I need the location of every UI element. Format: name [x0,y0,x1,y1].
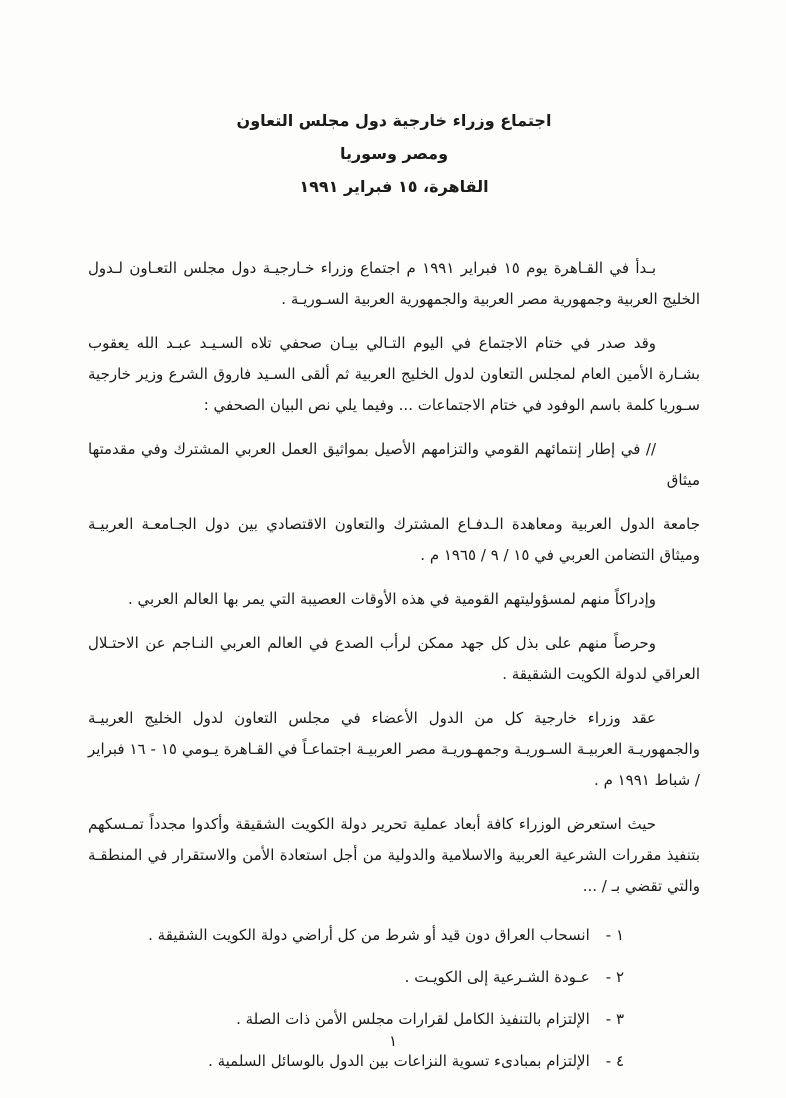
list-item-2-text: عـودة الشـرعية إلى الكويـت . [404,968,590,986]
list-item-3-text: الإلتزام بالتنفيذ الكامل لقرارات مجلس الأمن ذات الصلة . [236,1010,590,1028]
document-subtitle: ومصر وسوريا [339,144,449,163]
paragraph-concern: وحرصاً منهم على بذل كل جهد ممكن لرأب الصدع في العالم العربي النـاجم عن الاحتـلال العراقي لدولة الكويت الشقيقة . [88,634,700,683]
list-item-2 [88,962,624,993]
list-item-4-number: ٤ - [605,1052,624,1070]
list-item-1-number: ١ - [605,926,624,944]
document-header [88,104,700,203]
paragraph-opening: بـدأ في القـاهرة يوم ١٥ فبراير ١٩٩١ م اجتماع وزراء خـارجيـة دول مجلس التعـاون لـدول الخليج العربية وجمهورية مصر العربية والجمهورية العربية السـوريـة . [88,259,700,308]
list-item-1-text: انسحاب العراق دون قيد أو شرط من كل أراضي دولة الكويت الشقيقة . [148,926,590,944]
paragraph-charter-intro: // في إطار إنتمائهم القومي والتزامهم الأصيل بمواثيق العمل العربي المشترك وفي مقدمتها ميثاق [88,440,700,489]
paragraph-statement-intro: وقد صدر في ختام الاجتماع في اليوم التـالي بيـان صحفي تلاه السـيـد عبـد الله يعقوب بشـارة الأمين العام لمجلس التعاون لدول الخليج العربية ثم ألقى السـيد فاروق الشرع وزير خارجية سـوريا كلمة باسم الوفود في ختام الاجتماعات ... وفيما يلي نص البيان الصحفي : [88,334,700,414]
list-item-3-number: ٣ - [605,1010,624,1028]
list-item-4-text: الإلتزام بمبادىء تسوية النزاعات بين الدول بالوسائل السلمية . [208,1052,590,1070]
document-title: اجتماع وزراء خارجية دول مجلس التعاون [236,111,552,130]
paragraph-arab-league: جامعة الدول العربية ومعاهدة الـدفـاع المشترك والتعاون الاقتصادي بين دول الجـامعـة العربيـة وميثاق التضامن العربي في ١٥ / ٩ / ١٩٦٥ م . [88,515,700,564]
list-item-2-number: ٢ - [605,968,624,986]
list-item-1 [88,920,624,951]
document-date-line: القاهرة، ١٥ فبراير ١٩٩١ [299,177,489,196]
paragraph-review: حيث استعرض الوزراء كافة أبعاد عملية تحرير دولة الكويت الشقيقة وأكدوا مجدداً تمـسكهم بتنفيذ مقررات الشرعية العربية والاسلامية والدولية من أجل استعادة الأمن والاستقرار في المنطقـة والتي تقضي بـ / ... [88,815,700,895]
list-item-4 [88,1046,624,1077]
list-item-3 [88,1004,624,1035]
page-number: ١ [388,1032,398,1050]
paragraph-meeting-details: عقد وزراء خارجية كل من الدول الأعضاء في مجلس التعاون لدول الخليج العربيـة والجمهوريـة العربيـة السـوريـة وجمهـوريـة مصر العربيـة اجتماعـاً في القـاهرة يـومي ١٥ - ١٦ فبراير / شباط ١٩٩١ م . [88,709,700,789]
paragraph-responsibility: وإدراكاً منهم لمسؤوليتهم القومية في هذه الأوقات العصيبة التي يمر بها العالم العربي . [127,590,656,608]
numbered-list [88,920,624,1077]
document-body [88,253,700,1077]
